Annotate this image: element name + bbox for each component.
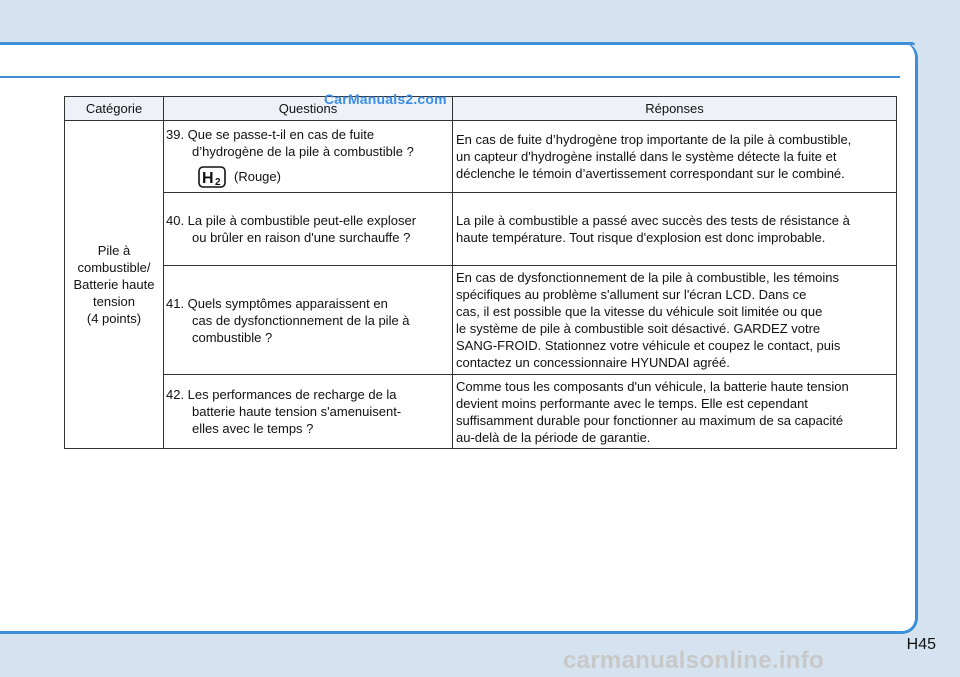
icon-color-label: (Rouge) bbox=[234, 169, 281, 184]
category-line: Batterie haute bbox=[73, 277, 155, 292]
answer-line: déclenche le témoin d’avertissement correspondant sur le combiné. bbox=[456, 166, 845, 181]
answer-line: un capteur d'hydrogène installé dans le système détecte la fuite et bbox=[456, 149, 837, 164]
header-category: Catégorie bbox=[65, 97, 164, 121]
answer-line: La pile à combustible a passé avec succès des tests de résistance à bbox=[456, 213, 850, 228]
header-rule bbox=[0, 76, 900, 78]
category-cell bbox=[65, 121, 164, 449]
faq-table-container bbox=[64, 96, 897, 449]
answer-line: cas, il est possible que la vitesse du véhicule soit limitée ou que bbox=[456, 304, 823, 319]
answer-line: au-delà de la période de garantie. bbox=[456, 429, 651, 445]
table-row bbox=[65, 375, 897, 449]
table-row bbox=[65, 266, 897, 375]
answer-line: suffisamment durable pour fonctionner au maximum de sa capacité bbox=[456, 412, 844, 428]
h2-icon-row bbox=[166, 166, 449, 188]
svg-text:H: H bbox=[202, 169, 214, 187]
category-line: (4 points) bbox=[86, 311, 142, 326]
table-header-row bbox=[65, 97, 897, 121]
answer-cell bbox=[453, 266, 897, 375]
answer-cell bbox=[453, 375, 897, 449]
answer-line: Comme tous les composants d'un véhicule, la batterie haute tension bbox=[456, 378, 849, 394]
answer-line: devient moins performante avec le temps. Elle est cependant bbox=[456, 395, 808, 411]
h2-warning-icon bbox=[198, 166, 226, 188]
header-answers: Réponses bbox=[453, 97, 897, 121]
question-line: d’hydrogène de la pile à combustible ? bbox=[192, 143, 414, 159]
question-cell bbox=[164, 193, 453, 266]
question-line: combustible ? bbox=[192, 329, 273, 345]
question-cell bbox=[164, 121, 453, 193]
answer-cell bbox=[453, 121, 897, 193]
faq-table bbox=[64, 96, 897, 449]
answer-line: contactez un concessionnaire HYUNDAI agréé. bbox=[456, 355, 730, 370]
question-line: ou brûler en raison d'une surchauffe ? bbox=[192, 230, 411, 245]
category-line: combustible/ bbox=[77, 260, 151, 275]
category-line: tension bbox=[93, 294, 135, 309]
question-cell bbox=[164, 266, 453, 375]
answer-line: En cas de fuite d’hydrogène trop importante de la pile à combustible, bbox=[456, 132, 852, 147]
table-row bbox=[65, 193, 897, 266]
header-questions: Questions bbox=[164, 97, 453, 121]
watermark-top: CarManuals2.com bbox=[324, 91, 447, 107]
question-line: 42. Les performances de recharge de la bbox=[166, 387, 397, 402]
answer-line: spécifiques au problème s'allument sur l'écran LCD. Dans ce bbox=[456, 287, 807, 302]
answer-line: En cas de dysfonctionnement de la pile à combustible, les témoins bbox=[456, 270, 839, 285]
question-line: 41. Quels symptômes apparaissent en bbox=[166, 295, 388, 311]
question-line: 40. La pile à combustible peut-elle exploser bbox=[166, 213, 417, 228]
answer-line: haute température. Tout risque d'explosion est donc improbable. bbox=[456, 230, 826, 245]
question-line: 39. Que se passe-t-il en cas de fuite bbox=[166, 126, 375, 142]
svg-text:2: 2 bbox=[215, 176, 221, 188]
table-row bbox=[65, 121, 897, 193]
question-line: batterie haute tension s'amenuisent- bbox=[192, 404, 402, 419]
page-number: H45 bbox=[906, 636, 936, 653]
question-line: cas de dysfonctionnement de la pile à bbox=[192, 312, 410, 328]
watermark-bottom: carmanualsonline.info bbox=[563, 647, 825, 674]
answer-line: SANG-FROID. Stationnez votre véhicule et coupez le contact, puis bbox=[456, 338, 841, 353]
answer-line: le système de pile à combustible soit désactivé. GARDEZ votre bbox=[456, 321, 821, 336]
category-line: Pile à bbox=[97, 243, 131, 258]
answer-cell bbox=[453, 193, 897, 266]
question-line: elles avec le temps ? bbox=[192, 421, 314, 436]
question-cell bbox=[164, 375, 453, 449]
